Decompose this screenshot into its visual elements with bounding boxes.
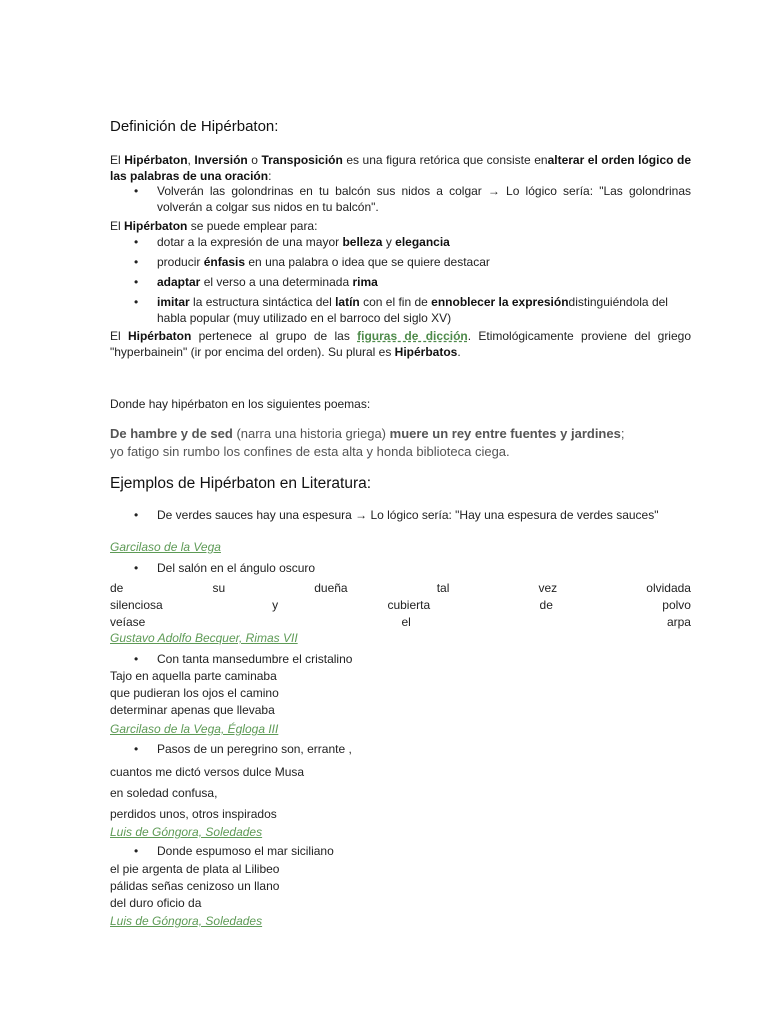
bold-term: latín xyxy=(335,295,360,309)
word: de xyxy=(110,581,124,595)
bold-term: De hambre y de sed xyxy=(110,426,233,441)
bullet-icon: • xyxy=(134,508,139,522)
word: vez xyxy=(538,581,558,595)
example-2-bullet xyxy=(110,560,691,576)
text-run: . Etimológicamente proviene del griego "hyperbainein" (ir por encima del orden). Su plural es xyxy=(110,329,691,359)
list-item-text: Con tanta mansedumbre el cristalino xyxy=(157,652,353,666)
text-run: ; yo fatigo sin rumbo los confines de esta alta y honda biblioteca ciega. xyxy=(110,426,625,459)
poem-line: que pudieran los ojos el camino xyxy=(110,686,279,700)
text-run: con el fin de xyxy=(359,295,432,309)
definition-paragraph xyxy=(110,152,691,184)
bold-term: muere un rey entre fuentes y jardines xyxy=(389,426,621,441)
poem-spread-line xyxy=(110,580,691,597)
example-4-bullet xyxy=(110,741,691,757)
list-item xyxy=(110,294,691,326)
author-link[interactable]: Garcilaso de la Vega xyxy=(110,540,221,554)
quote-paragraph xyxy=(110,425,630,461)
uses-intro xyxy=(110,218,317,234)
poem-spread-line xyxy=(110,614,691,631)
word: veíase xyxy=(110,615,146,629)
poems-intro: Donde hay hipérbaton en los siguientes poemas: xyxy=(110,397,371,411)
example-1-bullet xyxy=(110,507,691,523)
text-run: El xyxy=(110,219,125,233)
word: olvidada xyxy=(646,581,691,595)
text-run: el verso a una determinada xyxy=(200,275,353,289)
list-item xyxy=(110,234,691,250)
bold-term: ennoblecer la expresión xyxy=(431,295,569,309)
bold-term: Hipérbaton xyxy=(124,153,188,167)
list-item xyxy=(110,183,691,215)
grupo-paragraph xyxy=(110,328,691,360)
list-item xyxy=(110,274,691,290)
list-item xyxy=(110,507,691,523)
author-link[interactable]: Luis de Góngora, Soledades xyxy=(110,825,263,839)
uses-list xyxy=(110,234,691,326)
bullet-icon: • xyxy=(134,235,139,249)
word: su xyxy=(212,581,226,595)
poem-lines xyxy=(110,668,279,719)
text-run: El xyxy=(110,153,125,167)
text-run: producir xyxy=(157,255,204,269)
word: el xyxy=(401,615,411,629)
text-run: , xyxy=(187,153,195,167)
list-item-text: Del salón en el ángulo oscuro xyxy=(157,561,316,575)
text-run: en una palabra o idea que se quiere destacar xyxy=(245,255,490,269)
section-title-definicion: Definición de Hipérbaton: xyxy=(110,118,279,135)
poem-line: el pie argenta de plata al Lilibeo xyxy=(110,862,280,876)
poem-line: en soledad confusa, xyxy=(110,786,218,800)
poem-spread-line xyxy=(110,597,691,614)
poem-line: perdidos unos, otros inspirados xyxy=(110,807,277,821)
poem-line: Tajo en aquella parte caminaba xyxy=(110,669,277,683)
example-5-bullet xyxy=(110,843,691,859)
word: polvo xyxy=(662,598,691,612)
list-item xyxy=(110,254,691,270)
author-link[interactable]: Gustavo Adolfo Becquer, Rimas VII xyxy=(110,631,298,645)
author-link[interactable]: Garcilaso de la Vega, Égloga III xyxy=(110,722,279,736)
text-run: : xyxy=(268,169,272,183)
word: de xyxy=(539,598,553,612)
bold-term: imitar xyxy=(157,295,190,309)
word: dueña xyxy=(314,581,348,595)
bold-term: elegancia xyxy=(395,235,450,249)
bold-term: Hipérbaton xyxy=(124,219,188,233)
text-run: o xyxy=(247,153,262,167)
word: silenciosa xyxy=(110,598,163,612)
poem-line: cuantos me dictó versos dulce Musa xyxy=(110,765,305,779)
bold-term: Hipérbatos xyxy=(394,345,458,359)
figuras-diccion-link[interactable]: figuras de dicción xyxy=(357,329,468,343)
bold-term: énfasis xyxy=(203,255,246,269)
text-run: y xyxy=(382,235,396,249)
bold-term: Hipérbaton xyxy=(127,329,192,343)
bold-term: adaptar xyxy=(157,275,201,289)
bullet-icon: • xyxy=(134,652,139,666)
text-run: es una figura retórica que consiste en xyxy=(342,153,548,167)
bullet-icon: • xyxy=(134,275,139,289)
text-run: la estructura sintáctica del xyxy=(189,295,336,309)
list-item xyxy=(110,560,691,576)
list-item-text: Pasos de un peregrino son, errante , xyxy=(157,742,352,756)
definition-bullets xyxy=(110,183,691,215)
bullet-icon: • xyxy=(134,184,139,198)
list-item xyxy=(110,741,691,757)
bullet-icon: • xyxy=(134,561,139,575)
poem-line: determinar apenas que llevaba xyxy=(110,703,275,717)
bullet-icon: • xyxy=(134,742,139,756)
bold-term: Inversión xyxy=(194,153,248,167)
word: tal xyxy=(436,581,450,595)
poem-lines xyxy=(110,861,279,912)
word: cubierta xyxy=(387,598,431,612)
word: y xyxy=(272,598,279,612)
bold-term: alterar el orden lógico de las palabras de una oración xyxy=(110,153,691,183)
list-item-text: Donde espumoso el mar siciliano xyxy=(157,844,334,858)
text-run: . xyxy=(457,345,461,359)
list-item xyxy=(110,843,691,859)
poem-line: del duro oficio da xyxy=(110,896,202,910)
text-run: se puede emplear para: xyxy=(187,219,318,233)
list-item xyxy=(110,651,691,667)
text-run: pertenece al grupo de las xyxy=(191,329,358,343)
bold-term: rima xyxy=(352,275,378,289)
text-run: (narra una historia griega) xyxy=(232,426,390,441)
example-3-bullet xyxy=(110,651,691,667)
bullet-icon: • xyxy=(134,844,139,858)
list-item-text: Volverán las golondrinas en tu balcón sus nidos a colgar → Lo lógico sería: "Las golondrinas volverán a colgar sus nidos en tu balcón". xyxy=(157,184,691,214)
bullet-icon: • xyxy=(134,255,139,269)
bullet-icon: • xyxy=(134,295,139,309)
text-run: El xyxy=(110,329,128,343)
poem-lines xyxy=(110,762,304,825)
author-link[interactable]: Luis de Góngora, Soledades xyxy=(110,914,263,928)
bold-term: belleza xyxy=(342,235,383,249)
word: arpa xyxy=(666,615,691,629)
poem-line: pálidas señas cenizoso un llano xyxy=(110,879,280,893)
section-title-ejemplos: Ejemplos de Hipérbaton en Literatura: xyxy=(110,475,372,492)
bold-term: Transposición xyxy=(261,153,343,167)
list-item-text: De verdes sauces hay una espesura → Lo lógico sería: "Hay una espesura de verdes sauces" xyxy=(157,508,659,522)
text-run: dotar a la expresión de una mayor xyxy=(157,235,343,249)
text-run: distinguiéndola del habla popular (muy utilizado en el barroco del siglo XV) xyxy=(157,295,668,325)
